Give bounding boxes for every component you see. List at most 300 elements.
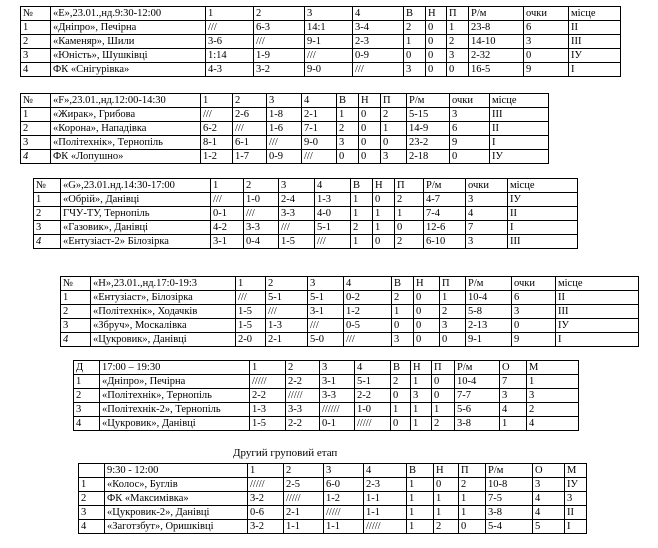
table-row — [21, 49, 621, 63]
cell: 1 — [500, 417, 527, 431]
header-cell: 4 — [353, 7, 404, 21]
cell: ІІІ — [490, 108, 549, 122]
header-cell: 3 — [267, 94, 302, 108]
cell: ІУ — [565, 478, 587, 492]
header-cell — [79, 464, 105, 478]
cell: 0-1 — [211, 207, 244, 221]
cell: 2 — [34, 207, 61, 221]
cell: 1-7 — [233, 150, 267, 164]
header-cell: місце — [508, 179, 578, 193]
cell: 2 — [61, 305, 91, 319]
cell: 2 — [440, 305, 466, 319]
header-cell: № — [21, 7, 51, 21]
cell: 1 — [351, 207, 373, 221]
header-cell: П — [432, 361, 455, 375]
header-cell: № — [34, 179, 61, 193]
cell: 4 — [74, 417, 100, 431]
header-cell: В — [407, 464, 434, 478]
cell: 4-0 — [315, 207, 351, 221]
cell: 0 — [432, 389, 455, 403]
cell: ІІІ — [508, 235, 578, 249]
cell: 1 — [21, 108, 51, 122]
cell: 0-2 — [344, 291, 392, 305]
header-cell: № — [61, 277, 91, 291]
cell: 2-18 — [407, 150, 450, 164]
cell: 1:14 — [206, 49, 254, 63]
table-row — [74, 389, 579, 403]
cell: 1 — [459, 492, 486, 506]
cell: ІІ — [556, 291, 639, 305]
header-cell: Н — [414, 277, 440, 291]
cell: 3 — [527, 389, 579, 403]
cell: 0 — [512, 319, 556, 333]
header-cell: 1 — [236, 277, 266, 291]
cell: 7 — [466, 221, 508, 235]
cell: 1-3 — [266, 319, 308, 333]
cell: 1-5 — [236, 305, 266, 319]
cell: 3-3 — [244, 221, 279, 235]
cell: ІІ — [569, 21, 621, 35]
header-cell: О — [533, 464, 565, 478]
cell: 1 — [351, 193, 373, 207]
cell: «Політехнік», Ходачків — [91, 305, 236, 319]
group-f-header-row — [21, 94, 549, 108]
cell: /// — [279, 221, 315, 235]
table-row — [21, 63, 621, 77]
table-row — [34, 221, 578, 235]
cell: 4-2 — [211, 221, 244, 235]
second-stage-table — [78, 463, 587, 534]
cell: 8-1 — [201, 136, 233, 150]
cell: ///// — [284, 492, 324, 506]
table-row — [34, 207, 578, 221]
cell: 1-5 — [250, 417, 286, 431]
cell: 3 — [411, 389, 432, 403]
cell: 2 — [432, 417, 455, 431]
cell: 2 — [21, 122, 51, 136]
cell: 0 — [432, 375, 455, 389]
cell: /// — [211, 193, 244, 207]
header-cell: 4 — [355, 361, 391, 375]
cell: 3 — [500, 389, 527, 403]
cell: ІІ — [490, 122, 549, 136]
cell: 1-2 — [344, 305, 392, 319]
cell: 1 — [434, 506, 459, 520]
cell: 2-3 — [353, 35, 404, 49]
header-cell: місце — [490, 94, 549, 108]
cell: 1 — [404, 35, 426, 49]
cell: 4 — [61, 333, 91, 347]
cell: 7-4 — [424, 207, 466, 221]
cell: 5-4 — [486, 520, 533, 534]
cell: ///// — [248, 478, 284, 492]
cell: 2 — [447, 35, 469, 49]
cell: 2-6 — [233, 108, 267, 122]
cell: 2-1 — [284, 506, 324, 520]
cell: 3 — [381, 150, 407, 164]
cell: «Колос», Буглів — [105, 478, 248, 492]
cell: 3 — [447, 49, 469, 63]
cell: 3-3 — [286, 403, 320, 417]
cell: 3 — [61, 319, 91, 333]
cell: 0 — [524, 49, 569, 63]
cell: «Обрій», Данівці — [61, 193, 211, 207]
cell: 0 — [337, 150, 359, 164]
cell: 5-6 — [455, 403, 500, 417]
cell: 1 — [381, 122, 407, 136]
cell: 6-1 — [233, 136, 267, 150]
table-row — [21, 150, 549, 164]
cell: 5-0 — [308, 333, 344, 347]
cell: ІУ — [569, 49, 621, 63]
cell: 1-3 — [315, 193, 351, 207]
cell: 0 — [395, 221, 424, 235]
header-cell: 1 — [250, 361, 286, 375]
cell: 3-8 — [455, 417, 500, 431]
table-row — [61, 333, 639, 347]
cell: «Цукровик», Данівці — [100, 417, 250, 431]
cell: 2-32 — [469, 49, 524, 63]
cell: ////// — [320, 403, 355, 417]
cell: 0 — [391, 417, 411, 431]
cell: /// — [308, 319, 344, 333]
cell: 5-8 — [466, 305, 512, 319]
cell: 1 — [407, 520, 434, 534]
cell: 1-2 — [324, 492, 364, 506]
cell: ФК «Лопушно» — [51, 150, 201, 164]
cell: ІІ — [508, 207, 578, 221]
cell: 9 — [524, 63, 569, 77]
cell: 0-4 — [244, 235, 279, 249]
cell: 3-2 — [248, 492, 284, 506]
cell: 0-9 — [267, 150, 302, 164]
cell: 1-6 — [267, 122, 302, 136]
cell: 0 — [414, 333, 440, 347]
cell: ///// — [250, 375, 286, 389]
header-cell: «F»,23.01.,нд.12:00-14:30 — [51, 94, 201, 108]
cell: /// — [305, 49, 353, 63]
cell: 1 — [407, 506, 434, 520]
cell: /// — [344, 333, 392, 347]
cell: 3 — [512, 305, 556, 319]
cell: 3 — [34, 221, 61, 235]
header-cell: 1 — [201, 94, 233, 108]
header-cell: 1 — [206, 7, 254, 21]
cell: 7-1 — [302, 122, 337, 136]
cell: 1 — [34, 193, 61, 207]
cell: «Цукровик», Данівці — [91, 333, 236, 347]
group-g-header-row — [34, 179, 578, 193]
cell: 2 — [527, 403, 579, 417]
cell: 1-1 — [284, 520, 324, 534]
cell: 2 — [395, 193, 424, 207]
cell: 0 — [359, 136, 381, 150]
cell: 9 — [512, 333, 556, 347]
cell: /// — [267, 136, 302, 150]
header-cell: 2 — [284, 464, 324, 478]
cell: 6-3 — [254, 21, 305, 35]
cell: 2 — [404, 21, 426, 35]
header-cell: Н — [426, 7, 447, 21]
cell: 1 — [392, 305, 414, 319]
header-cell: П — [395, 179, 424, 193]
cell: 0 — [426, 35, 447, 49]
cell: 1 — [21, 21, 51, 35]
cell: 1 — [337, 108, 359, 122]
cell: 0 — [447, 63, 469, 77]
header-cell: В — [337, 94, 359, 108]
header-cell: місце — [556, 277, 639, 291]
cell: 7 — [500, 375, 527, 389]
cell: 3 — [565, 492, 587, 506]
cell: 3 — [466, 235, 508, 249]
cell: ІУ — [508, 193, 578, 207]
header-cell: 3 — [305, 7, 353, 21]
header-cell: 3 — [308, 277, 344, 291]
cell: 1 — [527, 375, 579, 389]
header-cell: П — [440, 277, 466, 291]
cell: 2 — [434, 520, 459, 534]
cell: 2 — [21, 35, 51, 49]
cell: 4 — [34, 235, 61, 249]
cell: 14-9 — [407, 122, 450, 136]
cell: 7-5 — [486, 492, 533, 506]
cell: 5-1 — [266, 291, 308, 305]
cell: ///// — [364, 520, 407, 534]
cell: «Політехнік-2», Тернопіль — [100, 403, 250, 417]
header-cell: 2 — [233, 94, 267, 108]
cell: 14-10 — [469, 35, 524, 49]
cell: «Жирак», Грибова — [51, 108, 201, 122]
cell: 2 — [391, 375, 411, 389]
cell: 9 — [450, 136, 490, 150]
cell: І — [508, 221, 578, 235]
cell: 0 — [426, 49, 447, 63]
cell: 0 — [414, 291, 440, 305]
cell: 0 — [414, 305, 440, 319]
cell: 2-1 — [266, 333, 308, 347]
cell: 2 — [79, 492, 105, 506]
cell: /// — [206, 21, 254, 35]
header-cell: очки — [466, 179, 508, 193]
group-d-header-row — [74, 361, 579, 375]
cell: /// — [353, 63, 404, 77]
cell: ІІІ — [569, 35, 621, 49]
cell: 6 — [524, 21, 569, 35]
cell: 2 — [74, 389, 100, 403]
header-cell: 3 — [320, 361, 355, 375]
header-cell: 9:30 - 12:00 — [105, 464, 248, 478]
cell: 4-3 — [206, 63, 254, 77]
cell: 3 — [21, 136, 51, 150]
cell: 16-5 — [469, 63, 524, 77]
cell: 2-2 — [355, 389, 391, 403]
cell: 1 — [434, 492, 459, 506]
cell: 10-8 — [486, 478, 533, 492]
cell: «Юність», Шушківці — [51, 49, 206, 63]
cell: «Корона», Нападівка — [51, 122, 201, 136]
header-cell: 2 — [266, 277, 308, 291]
header-cell: 4 — [315, 179, 351, 193]
cell: 2-4 — [279, 193, 315, 207]
header-cell: Р/м — [455, 361, 500, 375]
cell: 1 — [395, 207, 424, 221]
cell: 6-10 — [424, 235, 466, 249]
header-cell: 2 — [244, 179, 279, 193]
header-cell: Р/м — [407, 94, 450, 108]
cell: 2 — [337, 122, 359, 136]
cell: 3 — [79, 506, 105, 520]
cell: 1 — [447, 21, 469, 35]
cell: І — [556, 333, 639, 347]
cell: /// — [244, 207, 279, 221]
cell: 6 — [512, 291, 556, 305]
header-cell: 2 — [254, 7, 305, 21]
cell: 4 — [466, 207, 508, 221]
cell: 6 — [450, 122, 490, 136]
cell: 2-2 — [286, 417, 320, 431]
table-row — [74, 375, 579, 389]
table-row — [34, 235, 578, 249]
header-cell: Н — [359, 94, 381, 108]
header-cell: М — [565, 464, 587, 478]
cell: 5-1 — [308, 291, 344, 305]
header-cell: О — [500, 361, 527, 375]
cell: ФК «Максимівка» — [105, 492, 248, 506]
cell: 3-2 — [254, 63, 305, 77]
table-row — [61, 319, 639, 333]
cell: 2-5 — [284, 478, 324, 492]
cell: /// — [302, 150, 337, 164]
cell: 2 — [392, 291, 414, 305]
cell: 0 — [426, 63, 447, 77]
header-cell: Н — [373, 179, 395, 193]
cell: 5 — [533, 520, 565, 534]
cell: 1-5 — [236, 319, 266, 333]
cell: 12-6 — [424, 221, 466, 235]
cell: 3 — [440, 319, 466, 333]
cell: 0 — [392, 319, 414, 333]
cell: ///// — [324, 506, 364, 520]
cell: 2-2 — [286, 375, 320, 389]
header-cell: Н — [434, 464, 459, 478]
cell: «Дніпро», Печірна — [51, 21, 206, 35]
cell: 3 — [74, 403, 100, 417]
table-row — [21, 35, 621, 49]
cell: 3-1 — [308, 305, 344, 319]
cell: 1 — [432, 403, 455, 417]
cell: /// — [201, 108, 233, 122]
table-row — [79, 520, 587, 534]
header-cell: Р/м — [469, 7, 524, 21]
cell: 0 — [459, 520, 486, 534]
header-cell: В — [391, 361, 411, 375]
table-row — [74, 403, 579, 417]
cell: 1 — [351, 235, 373, 249]
cell: 0 — [414, 319, 440, 333]
cell: 1 — [373, 207, 395, 221]
cell: 2-13 — [466, 319, 512, 333]
group-d-table — [73, 360, 579, 431]
cell: 23-8 — [469, 21, 524, 35]
header-cell: В — [392, 277, 414, 291]
cell: /// — [315, 235, 351, 249]
cell: 14:1 — [305, 21, 353, 35]
cell: 1-1 — [364, 492, 407, 506]
cell: 1 — [411, 417, 432, 431]
cell: 1 — [411, 375, 432, 389]
cell: «Ентузіаст», Білозірка — [91, 291, 236, 305]
cell: 3-6 — [206, 35, 254, 49]
cell: 9-1 — [305, 35, 353, 49]
cell: 0 — [434, 478, 459, 492]
cell: 23-2 — [407, 136, 450, 150]
cell: /// — [254, 35, 305, 49]
cell: «Каменяр», Шили — [51, 35, 206, 49]
cell: 9-0 — [305, 63, 353, 77]
cell: 2-0 — [236, 333, 266, 347]
cell: 0 — [440, 333, 466, 347]
cell: 2-1 — [302, 108, 337, 122]
header-cell: 4 — [302, 94, 337, 108]
cell: 10-4 — [455, 375, 500, 389]
group-e-table — [20, 6, 621, 77]
table-row — [79, 492, 587, 506]
header-cell: 3 — [324, 464, 364, 478]
cell: 5-15 — [407, 108, 450, 122]
cell: 1-1 — [364, 506, 407, 520]
cell: «Збруч», Москалівка — [91, 319, 236, 333]
table-row — [21, 136, 549, 150]
table-row — [79, 478, 587, 492]
cell: /// — [233, 122, 267, 136]
cell: 0 — [359, 108, 381, 122]
header-cell: очки — [450, 94, 490, 108]
cell: 0 — [426, 21, 447, 35]
table-row — [79, 506, 587, 520]
cell: 1-2 — [201, 150, 233, 164]
cell: /// — [236, 291, 266, 305]
cell: 7-7 — [455, 389, 500, 403]
header-cell: «G»,23.01.нд.14:30-17:00 — [61, 179, 211, 193]
cell: 3-4 — [353, 21, 404, 35]
cell: 1-9 — [254, 49, 305, 63]
cell: 1-1 — [324, 520, 364, 534]
cell: 3 — [21, 49, 51, 63]
header-cell: «Е»,23.01.,нд.9:30-12:00 — [51, 7, 206, 21]
group-f-table — [20, 93, 549, 164]
cell: 1-0 — [355, 403, 391, 417]
cell: 3-1 — [211, 235, 244, 249]
table-row — [34, 193, 578, 207]
cell: 0-9 — [353, 49, 404, 63]
header-cell: місце — [569, 7, 621, 21]
header-cell: 4 — [364, 464, 407, 478]
cell: «Дніпро», Печірна — [100, 375, 250, 389]
table-row — [61, 291, 639, 305]
cell: 2-2 — [250, 389, 286, 403]
group-e-header-row — [21, 7, 621, 21]
cell: 3-8 — [486, 506, 533, 520]
cell: 1 — [440, 291, 466, 305]
header-cell: Д — [74, 361, 100, 375]
header-cell: очки — [512, 277, 556, 291]
cell: І — [565, 520, 587, 534]
cell: 4 — [527, 417, 579, 431]
cell: «Цукровик-2», Данівці — [105, 506, 248, 520]
cell: 0 — [359, 122, 381, 136]
cell: 2 — [351, 221, 373, 235]
